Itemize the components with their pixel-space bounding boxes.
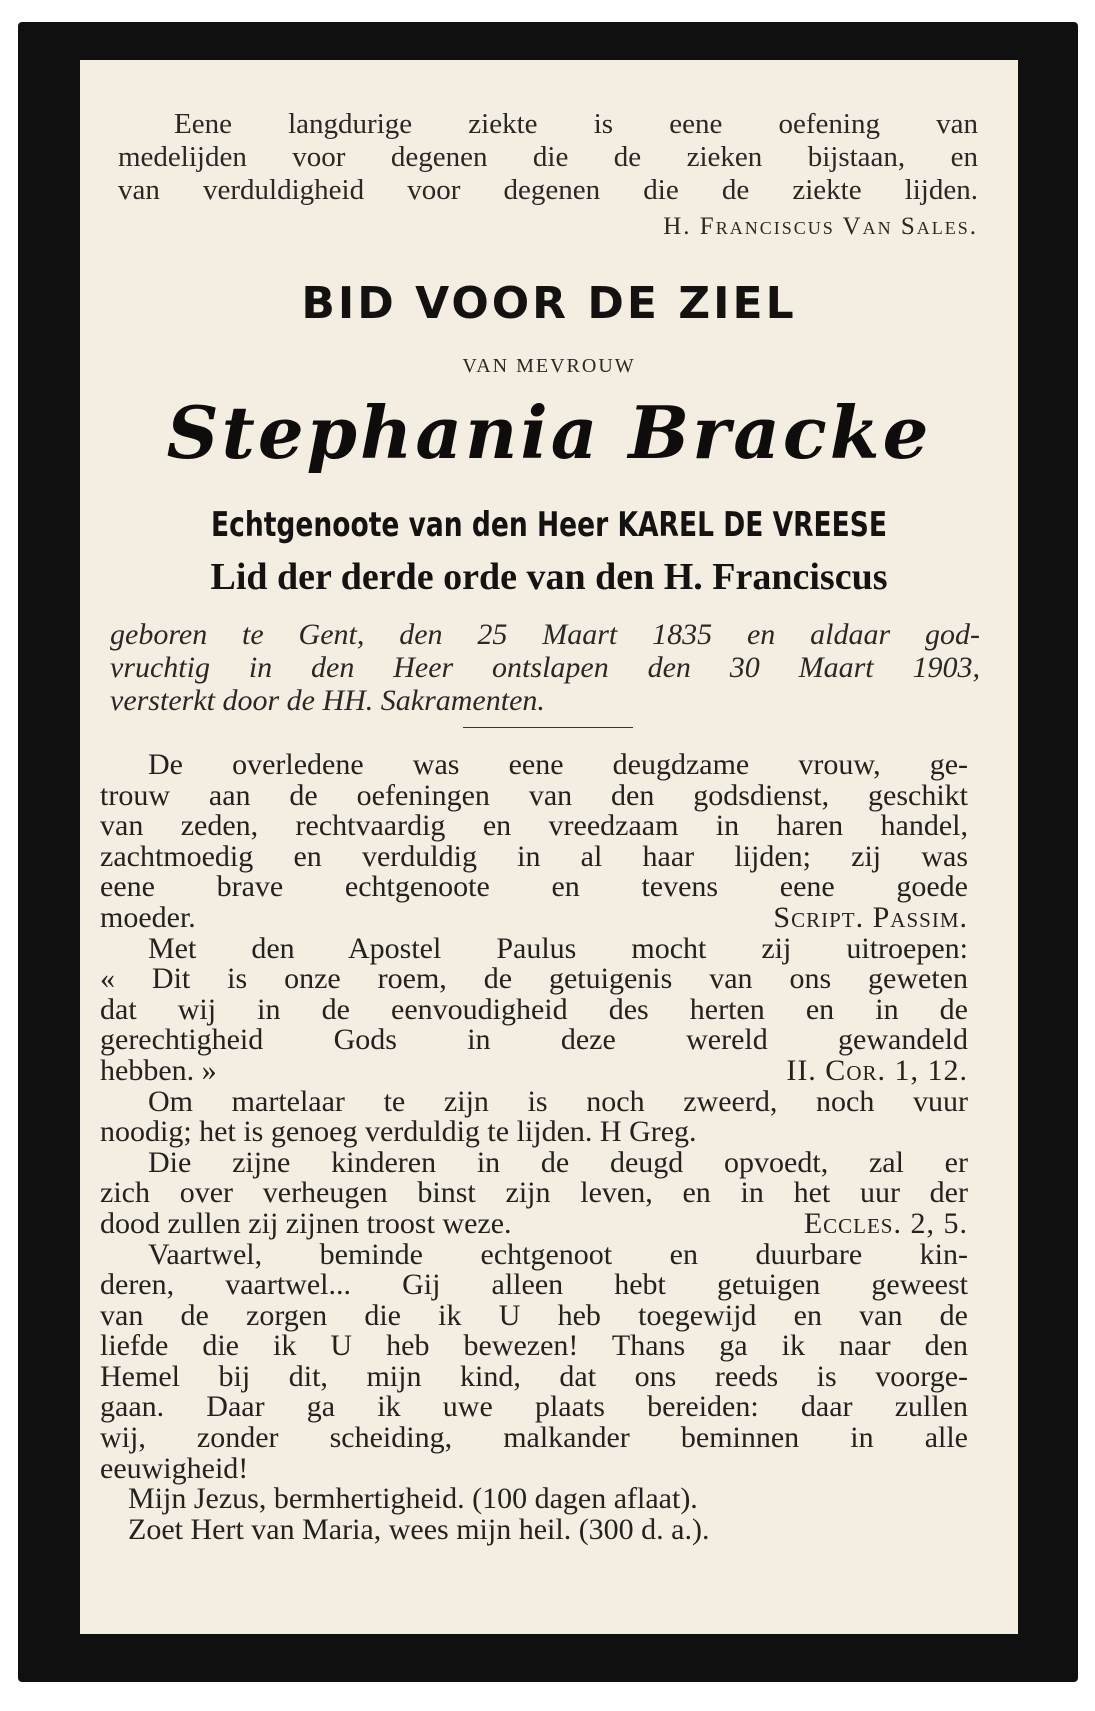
- text-line: moeder.: [100, 900, 196, 934]
- text-line: noodig; het is genoeg verduldig te lijden. H Greg.: [100, 1115, 697, 1149]
- opening-quote: [118, 108, 978, 207]
- order-line: Lid der derde orde van den H. Franciscus: [210, 556, 888, 598]
- text-line: gerechtigheid Gods in deze wereld gewandeld: [100, 1023, 968, 1057]
- scripture-reference: Script. Passim.: [773, 900, 968, 934]
- quote-source: H. Franciscus Van Sales.: [663, 213, 978, 240]
- scripture-reference: II. Cor. 1, 12.: [786, 1053, 968, 1087]
- birth-death-info: [110, 618, 980, 717]
- text-line: zich over verheugen binst zijn leven, en in het uur der: [100, 1176, 968, 1210]
- text-line: hebben. »: [100, 1053, 217, 1087]
- text-line: van zeden, rechtvaardig en vreedzaam in haren handel,: [100, 809, 968, 843]
- memorial-card-black-border: [18, 22, 1078, 1682]
- text-line: Die zijne kinderen in de deugd opvoedt, zal er: [148, 1145, 968, 1179]
- text-line: gaan. Daar ga ik uwe plaats bereiden: daar zullen: [100, 1390, 968, 1424]
- text-line: eeuwigheid!: [100, 1451, 249, 1485]
- text-line: De overledene was eene deugdzame vrouw, ge-: [148, 748, 968, 781]
- text-line: dood zullen zij zijnen troost weze.: [100, 1206, 512, 1240]
- text-line: eene brave echtgenoote en tevens eene goede: [100, 870, 968, 904]
- text-line: deren, vaartwel... Gij alleen hebt getuigen geweest: [100, 1268, 968, 1302]
- divider-rule: [463, 727, 633, 728]
- scripture-reference: Eccles. 2, 5.: [803, 1206, 968, 1240]
- quote-line: Eene langdurige ziekte is eene oefening van: [174, 108, 978, 140]
- prayer-heading: BID VOOR DE ZIEL: [301, 278, 797, 329]
- text-line: zachtmoedig en verduldig in al haar lijden; zij was: [100, 839, 968, 873]
- text-line: Hemel bij dit, mijn kind, dat ons reeds is voorge-: [100, 1359, 968, 1393]
- van-mevrouw: VAN MEVROUW: [462, 355, 636, 377]
- birth-line: geboren te Gent, den 25 Maart 1835 en aldaar god-: [110, 618, 980, 651]
- quote-line: van verduldigheid voor degenen die de ziekte lijden.: [118, 174, 978, 206]
- text-line: Met den Apostel Paulus mocht zij uitroepen:: [148, 931, 968, 965]
- text-line: « Dit is onze roem, de getuigenis van ons geweten: [100, 962, 968, 996]
- indulgence-prayer: Mijn Jezus, bermhertigheid. (100 dagen aflaat).: [128, 1482, 698, 1516]
- text-line: wij, zonder scheiding, malkander beminnen in alle: [100, 1421, 968, 1455]
- quote-line: medelijden voor degenen die de zieken bijstaan, en: [118, 141, 978, 173]
- eulogy-text: [100, 750, 968, 1545]
- indulgence-prayer: Zoet Hert van Maria, wees mijn heil. (300 d. a.).: [128, 1512, 710, 1546]
- reference-row: [100, 1053, 968, 1087]
- reference-row: [100, 900, 968, 934]
- birth-line: versterkt door de HH. Sakramenten.: [110, 684, 545, 717]
- reference-row: [100, 1206, 968, 1240]
- text-line: Vaartwel, beminde echtgenoot en duurbare kin-: [148, 1237, 968, 1271]
- text-line: Om martelaar te zijn is noch zweerd, noch vuur: [148, 1084, 968, 1118]
- spouse-line: Echtgenoote van den Heer KAREL DE VREESE: [211, 505, 887, 545]
- deceased-name: Stephania Bracke: [166, 390, 932, 475]
- text-line: liefde die ik U heb bewezen! Thans ga ik naar den: [100, 1329, 968, 1363]
- memorial-card-paper: [80, 60, 1018, 1634]
- text-line: dat wij in de eenvoudigheid des herten en in de: [100, 992, 968, 1026]
- text-line: van de zorgen die ik U heb toegewijd en van de: [100, 1298, 968, 1332]
- text-line: trouw aan de oefeningen van den godsdienst, geschikt: [100, 778, 968, 812]
- birth-line: vruchtig in den Heer ontslapen den 30 Maart 1903,: [110, 651, 980, 684]
